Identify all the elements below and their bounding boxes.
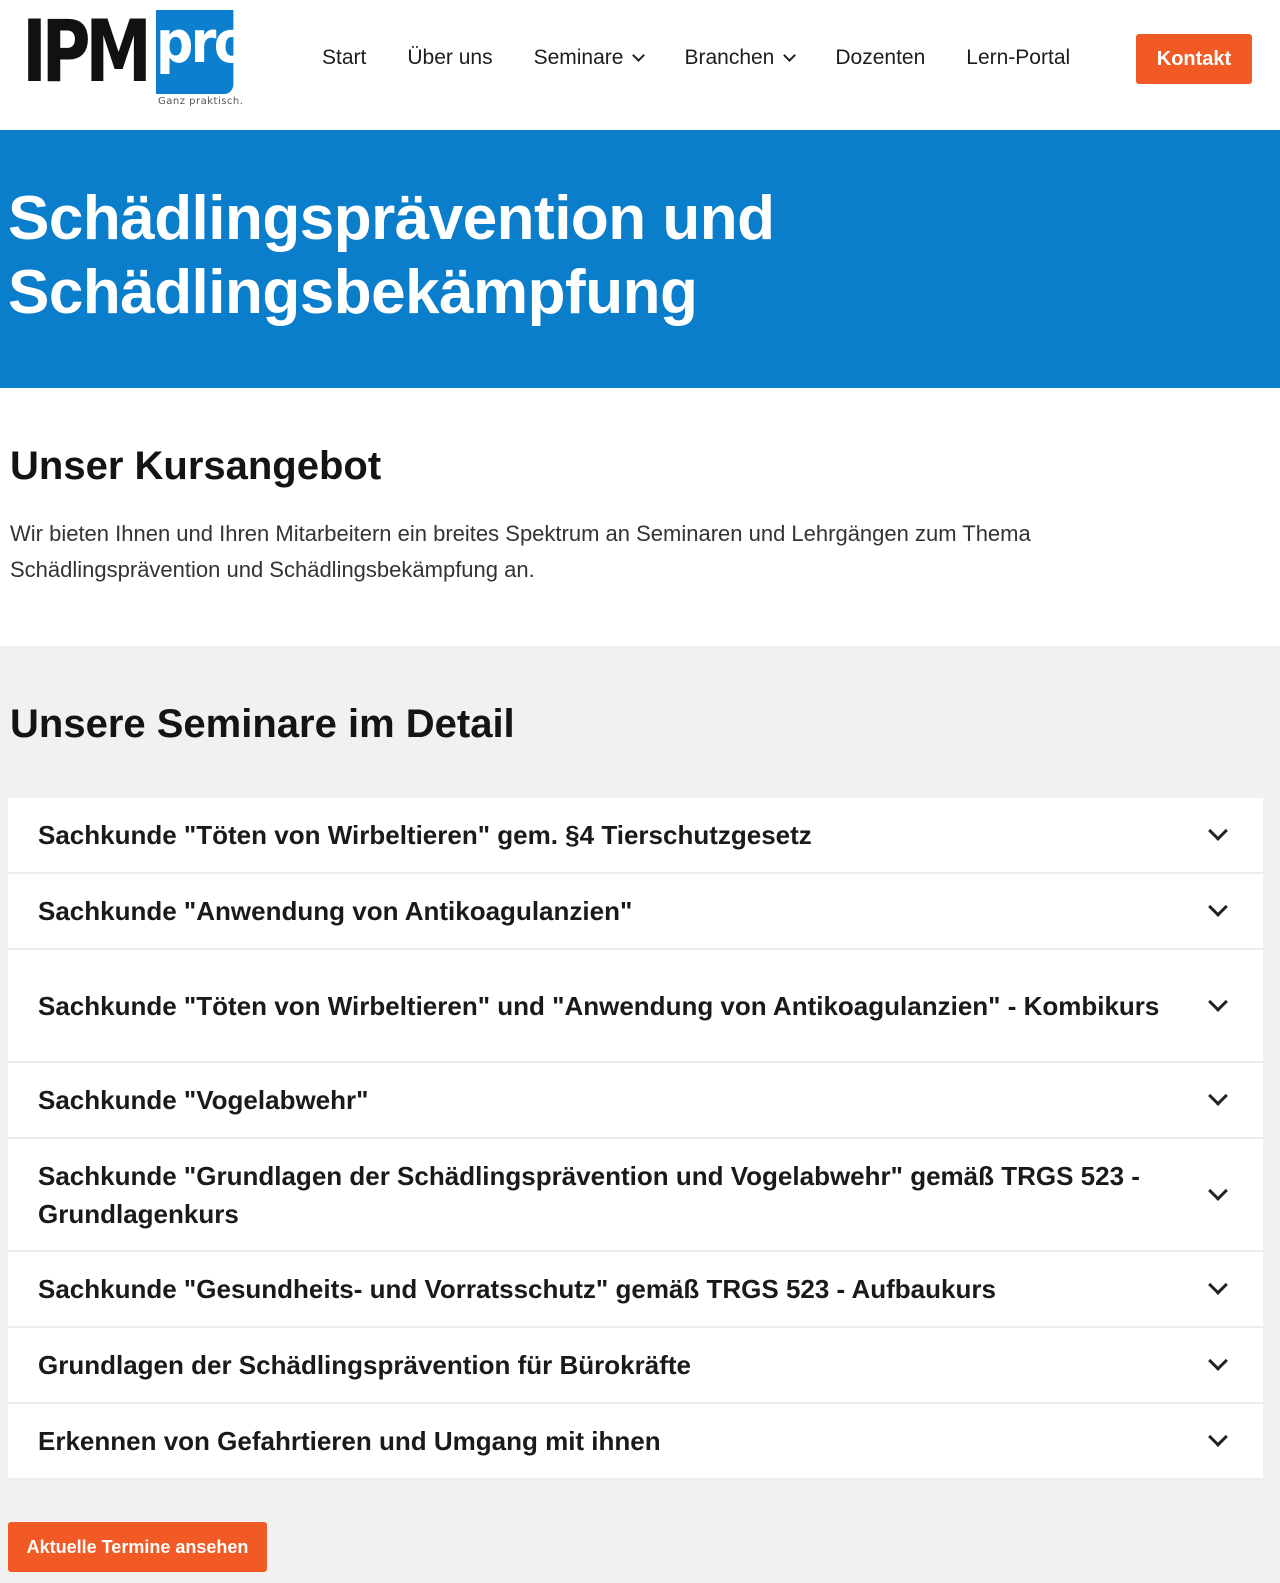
nav-item-ueber-uns[interactable]: [407, 46, 492, 70]
accordion-item[interactable]: [8, 874, 1263, 950]
main-nav: [322, 44, 1111, 72]
nav-item-label: Dozenten: [835, 46, 926, 69]
accordion-item-title: Grundlagen der Schädlingsprävention für Bürokräfte: [38, 1350, 691, 1380]
nav-item-label: Seminare: [533, 46, 624, 69]
chevron-down-icon: [1208, 1427, 1228, 1447]
ipmpro-logo[interactable]: [22, 2, 247, 110]
nav-item-label: Start: [322, 46, 367, 69]
chevron-down-icon: [633, 49, 646, 62]
accordion-item[interactable]: [8, 950, 1263, 1063]
course-offer-text: Wir bieten Ihnen und Ihren Mitarbeitern ein breites Spektrum an Seminaren und Lehrgängen zum Thema Schädlingsprävention und Schädlingsbekämpfung an.: [10, 521, 1031, 582]
accordion-item[interactable]: [8, 1139, 1263, 1252]
nav-item-branchen[interactable]: [684, 46, 794, 70]
nav-item-seminare[interactable]: [534, 46, 644, 70]
nav-item-start[interactable]: [322, 46, 366, 70]
hero-banner: [0, 130, 1280, 388]
accordion-item-title: Sachkunde "Töten von Wirbeltieren" gem. §4 Tierschutzgesetz: [38, 820, 812, 850]
chevron-down-icon: [1208, 1086, 1228, 1106]
accordion-item-title: Sachkunde "Grundlagen der Schädlingsprävention und Vogelabwehr" gemäß TRGS 523 - Grundlagenkurs: [38, 1160, 1140, 1229]
logo-accent-badge: pro: [156, 10, 233, 94]
contact-button[interactable]: Kontakt: [1136, 34, 1252, 84]
accordion-item[interactable]: [8, 1063, 1263, 1139]
nav-item-label: Branchen: [684, 46, 775, 69]
accordion-item[interactable]: [8, 1328, 1263, 1404]
logo-tagline: Ganz praktisch.: [158, 96, 244, 107]
nav-item-lern-portal[interactable]: [966, 46, 1070, 70]
nav-item-label: Lern-Portal: [966, 46, 1071, 69]
chevron-down-icon: [1208, 897, 1228, 917]
chevron-down-icon: [1208, 1181, 1228, 1201]
accordion-item-title: Erkennen von Gefahrtieren und Umgang mit ihnen: [38, 1426, 661, 1456]
seminars-heading: Unsere Seminare im Detail: [10, 702, 515, 746]
seminars-section: [0, 646, 1280, 1583]
accordion-item[interactable]: [8, 1404, 1263, 1480]
page-title-line-2: Schädlingsbekämpfung: [8, 258, 698, 327]
chevron-down-icon: [1208, 821, 1228, 841]
seminar-accordion: [8, 798, 1263, 1480]
course-offer-heading: Unser Kursangebot: [10, 444, 382, 488]
chevron-down-icon: [784, 49, 797, 62]
accordion-item[interactable]: [8, 798, 1263, 874]
chevron-down-icon: [1208, 1275, 1228, 1295]
nav-item-dozenten[interactable]: [835, 46, 925, 70]
course-offer-section: [0, 388, 1280, 646]
site-header: [0, 0, 1280, 130]
logo-wordmark: IPM: [22, 2, 147, 102]
page-title: [8, 182, 1108, 330]
accordion-item[interactable]: [8, 1252, 1263, 1328]
accordion-item-title: Sachkunde "Vogelabwehr": [38, 1085, 369, 1115]
chevron-down-icon: [1208, 992, 1228, 1012]
accordion-item-title: Sachkunde "Töten von Wirbeltieren" und "Anwendung von Antikoagulanzien" - Kombikurs: [38, 990, 1160, 1021]
accordion-item-title: Sachkunde "Anwendung von Antikoagulanzien": [38, 896, 633, 926]
view-dates-button[interactable]: Aktuelle Termine ansehen: [8, 1522, 267, 1572]
accordion-item-title: Sachkunde "Gesundheits- und Vorratsschutz" gemäß TRGS 523 - Aufbaukurs: [38, 1274, 996, 1304]
nav-item-label: Über uns: [407, 46, 493, 69]
page-title-line-1: Schädlingsprävention und: [8, 184, 775, 253]
chevron-down-icon: [1208, 1351, 1228, 1371]
